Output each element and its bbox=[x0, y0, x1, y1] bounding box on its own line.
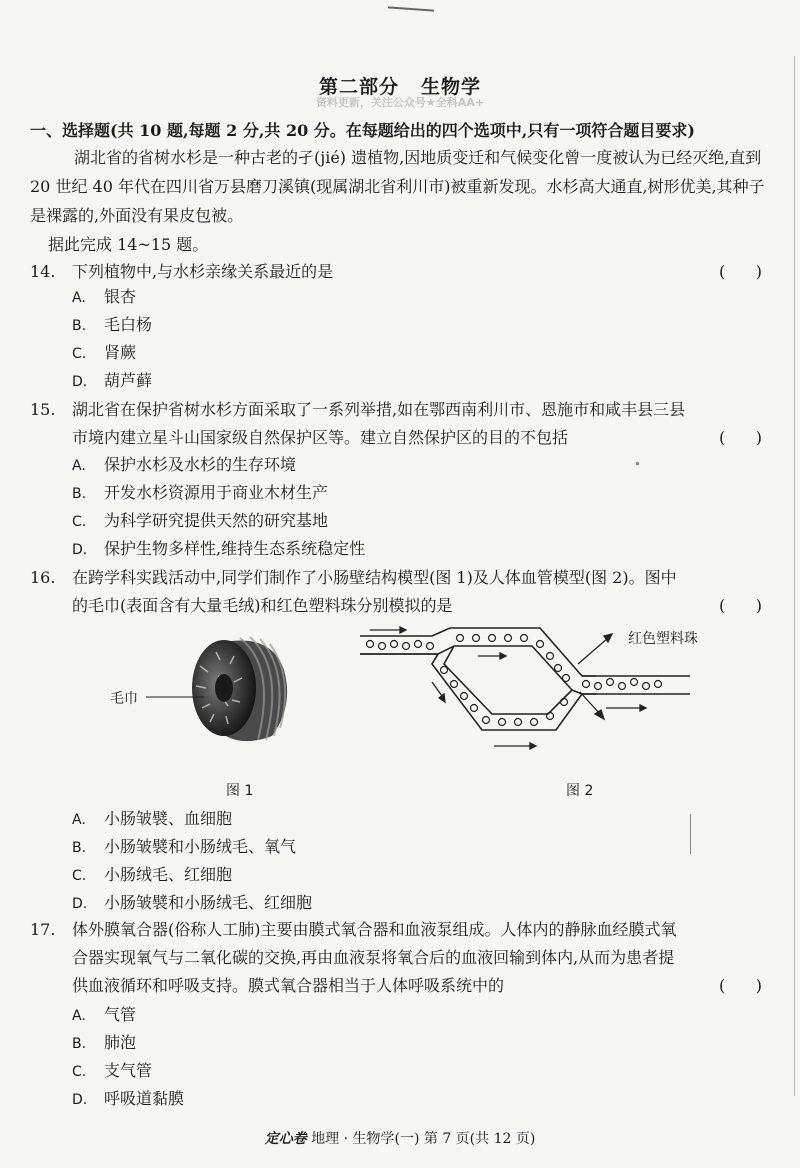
option-letter: D. bbox=[72, 1092, 88, 1108]
option-letter: C. bbox=[72, 1064, 87, 1080]
option-text: 毛白杨 bbox=[104, 315, 153, 334]
option-14-a bbox=[72, 284, 136, 311]
option-letter: D. bbox=[72, 896, 88, 912]
scan-mark bbox=[388, 6, 434, 11]
option-text: 肾蕨 bbox=[104, 343, 137, 362]
scan-line bbox=[690, 814, 691, 854]
option-letter: C. bbox=[72, 346, 87, 362]
question-stem-line-1: 在跨学科实践活动中,同学们制作了小肠壁结构模型(图 1)及人体血管模型(图 2)。图中 bbox=[72, 568, 677, 587]
option-letter: A. bbox=[72, 458, 86, 474]
option-letter: A. bbox=[72, 290, 86, 306]
option-14-b bbox=[72, 312, 152, 339]
option-16-c bbox=[72, 862, 232, 889]
option-letter: D. bbox=[72, 374, 88, 390]
question-number: 15. bbox=[30, 400, 56, 419]
section-heading: 一、选择题(共 10 题,每题 2 分,共 20 分。在每题给出的四个选项中,只有一项符合题目要求) bbox=[30, 121, 695, 140]
option-16-a bbox=[72, 806, 232, 833]
question-stem-line-2: 合器实现氧气与二氧化碳的交换,再由血液泵将氧合后的血液回输到体内,从而为患者提 bbox=[72, 948, 675, 967]
scan-dot bbox=[636, 462, 639, 465]
question-number: 17. bbox=[30, 920, 56, 939]
passage-text: 湖北省的省树水杉是一种古老的孑(jié) 遗植物,因地质变迁和气候变化曾一度被认为已经灭绝,直到 20 世纪 40 年代在四川省万县磨刀溪镇(现属湖北省利川市)被重新发现。水杉高大通直,树形优美,其种子是裸露的,外面没有果皮包被。 bbox=[30, 148, 765, 225]
question-14 bbox=[30, 258, 770, 286]
question-stem-line-2: 市境内建立星斗山国家级自然保护区等。建立自然保护区的目的不包括 bbox=[72, 428, 569, 447]
option-text: 肺泡 bbox=[104, 1033, 137, 1052]
option-17-c bbox=[72, 1058, 152, 1085]
option-letter: C. bbox=[72, 514, 87, 530]
option-text: 葫芦藓 bbox=[104, 371, 153, 390]
answer-blank-17: ( ) bbox=[719, 976, 762, 995]
title-part: 第二部分 bbox=[318, 76, 399, 98]
question-stem-line-1: 体外膜氧合器(俗称人工肺)主要由膜式氧合器和血液泵组成。人体内的静脉血经膜式氧 bbox=[72, 920, 677, 939]
option-letter: C. bbox=[72, 868, 87, 884]
page-footer bbox=[0, 1128, 800, 1148]
question-stem-line-2: 的毛巾(表面含有大量毛绒)和红色塑料珠分别模拟的是 bbox=[72, 596, 453, 615]
option-text: 小肠皱襞、血细胞 bbox=[104, 809, 233, 828]
option-17-d bbox=[72, 1086, 184, 1113]
option-16-b bbox=[72, 834, 296, 861]
option-text: 呼吸道黏膜 bbox=[104, 1089, 185, 1108]
fig1-towel-model bbox=[180, 628, 300, 748]
question-stem-line-1: 湖北省在保护省树水杉方面采取了一系列举措,如在鄂西南利川市、恩施市和咸丰县三县 bbox=[72, 400, 686, 419]
option-14-d bbox=[72, 368, 152, 395]
plastic-beads bbox=[367, 635, 662, 726]
vessel-lower-inner bbox=[444, 646, 572, 714]
question-number: 14. bbox=[30, 262, 56, 281]
option-text: 保护水杉及水杉的生存环境 bbox=[104, 455, 297, 474]
option-text: 银杏 bbox=[104, 287, 137, 306]
question-stem: 下列植物中,与水杉亲缘关系最近的是 bbox=[72, 262, 334, 281]
footer-text: 地理 · 生物学(一) 第 7 页(共 12 页) bbox=[311, 1131, 536, 1147]
option-15-a bbox=[72, 452, 296, 479]
option-letter: A. bbox=[72, 1008, 86, 1024]
question-stem-line-3: 供血液循环和呼吸支持。膜式氧合器相当于人体呼吸系统中的 bbox=[72, 976, 505, 995]
fig2-label: 红色塑料珠 bbox=[628, 631, 698, 647]
fig1-label: 毛巾 bbox=[110, 691, 138, 707]
option-15-b bbox=[72, 480, 328, 507]
option-16-d bbox=[72, 890, 312, 917]
option-letter: B. bbox=[72, 1036, 87, 1052]
option-15-c bbox=[72, 508, 328, 535]
option-letter: B. bbox=[72, 318, 87, 334]
option-letter: B. bbox=[72, 840, 87, 856]
option-14-c bbox=[72, 340, 136, 367]
page-edge bbox=[794, 56, 795, 1096]
answer-blank-15: ( ) bbox=[719, 428, 762, 447]
option-text: 小肠皱襞和小肠绒毛、氧气 bbox=[104, 837, 297, 856]
question-15 bbox=[30, 396, 770, 452]
watermark: 资料更新，关注公众号★全科AA+ bbox=[315, 96, 485, 109]
option-text: 保护生物多样性,维持生态系统稳定性 bbox=[104, 539, 366, 558]
question-16 bbox=[30, 564, 770, 620]
fig1-caption: 图 1 bbox=[226, 783, 254, 799]
option-text: 气管 bbox=[104, 1005, 137, 1024]
option-17-b bbox=[72, 1030, 136, 1057]
title-subject: 生物学 bbox=[421, 76, 482, 98]
option-17-a bbox=[72, 1002, 136, 1029]
option-text: 开发水杉资源用于商业木材生产 bbox=[104, 483, 329, 502]
footer-brand: 定心卷 bbox=[264, 1131, 307, 1147]
question-17 bbox=[30, 916, 770, 1000]
option-text: 为科学研究提供天然的研究基地 bbox=[104, 511, 329, 530]
passage-instruction: 据此完成 14~15 题。 bbox=[48, 235, 209, 254]
option-letter: A. bbox=[72, 812, 86, 828]
fig2-caption: 图 2 bbox=[566, 783, 594, 799]
option-text: 小肠皱襞和小肠绒毛、红细胞 bbox=[104, 893, 313, 912]
option-15-d bbox=[72, 536, 365, 563]
fig1-leader-line bbox=[146, 694, 206, 700]
option-letter: B. bbox=[72, 486, 87, 502]
answer-blank-14: ( ) bbox=[719, 262, 762, 281]
option-text: 小肠绒毛、红细胞 bbox=[104, 865, 233, 884]
option-letter: D. bbox=[72, 542, 88, 558]
answer-blank-16: ( ) bbox=[719, 596, 762, 615]
option-text: 支气管 bbox=[104, 1061, 153, 1080]
question-number: 16. bbox=[30, 568, 56, 587]
